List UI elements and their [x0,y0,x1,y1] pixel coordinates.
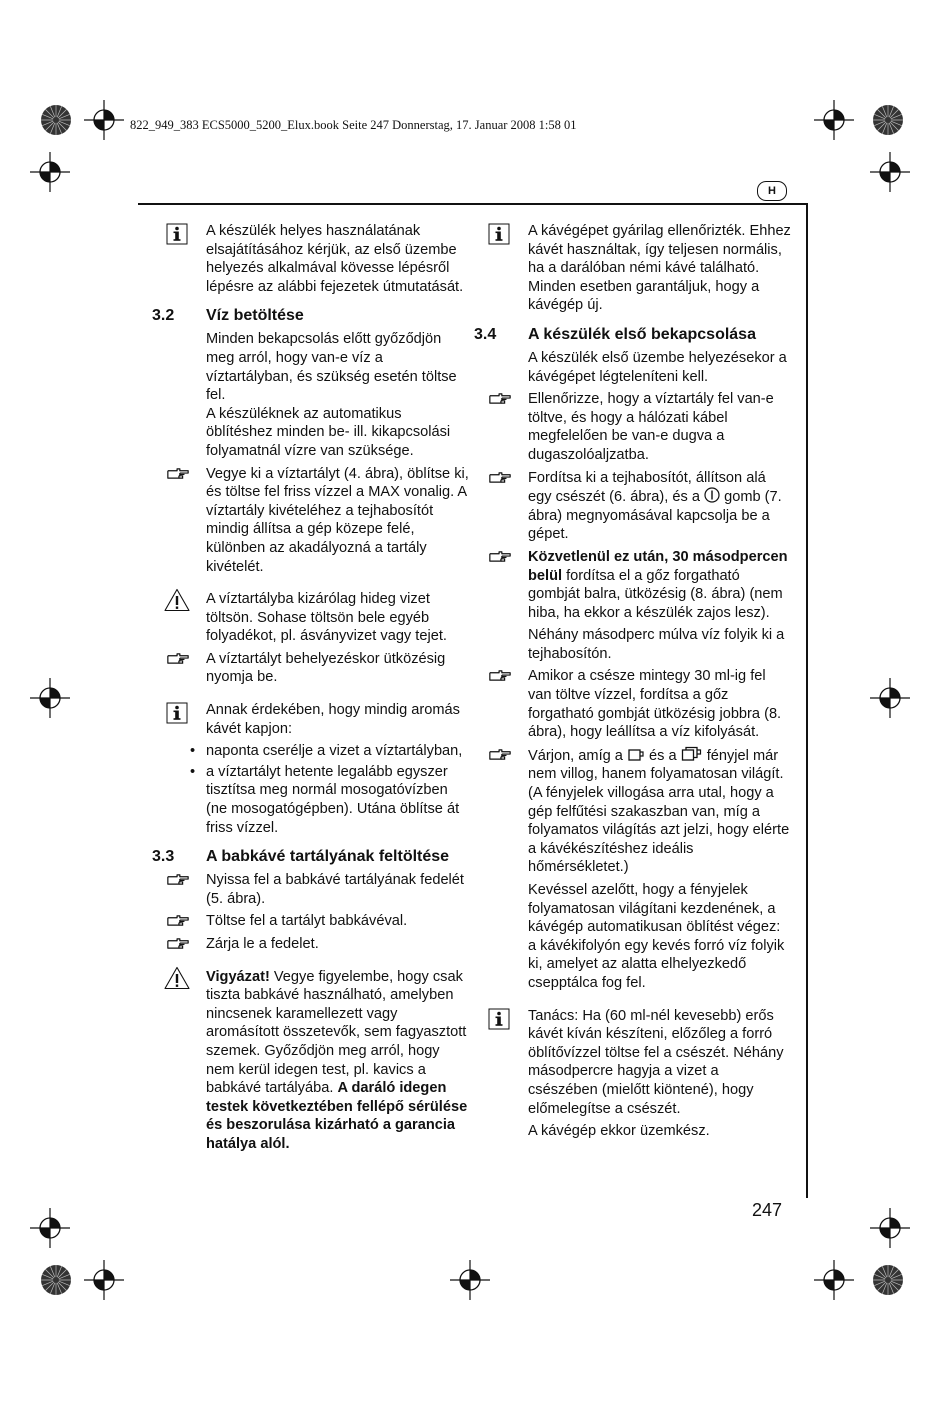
instruction-step: Zárja le a fedelet. [152,935,470,954]
info-note: A készülék helyes használatának elsajátításához kérjük, az első üzembe helyezés alkalmával kövesse lépésről lépésre az alábbi fejezetek útmutatását. [152,222,470,296]
instruction-step: Fordítsa ki a tejhabosítót, állítson alá egy csészét (6. ábra), és a gomb (7. ábra) megnyomásával kapcsolja be a gépet. [474,469,792,544]
single-cup-icon [627,748,645,762]
registration-mark-icon [870,678,910,718]
registration-mark-icon [84,1260,124,1300]
instruction-step: A víztartályt behelyezéskor ütközésig nyomja be. [152,650,470,687]
list-item: • a víztartályt hetente legalább egyszer tisztítsa meg normál mosogatóvízben (ne mosogatógépben). Utána öblítse át friss vízzel. [190,763,460,836]
instruction-step: Ellenőrizze, hogy a víztartály fel van-e töltve, és hogy a hálózati kábel megfelelően be van-e dugva a dugaszolóaljzatba. [474,390,792,464]
pointing-hand-icon [488,669,512,682]
registration-mark-icon [30,152,70,192]
info-note: Annak érdekében, hogy mindig aromás kávét kapjon: [152,701,470,738]
instruction-step: Közvetlenül ez után, 30 másodpercen belül fordítsa el a gőz forgatható gombját balra, ütközésig (8. ábra) (nem hiba, ha ekkor a készülék zajos lesz). Néhány másodperc múlva víz folyik ki a tejhabosítón. [474,548,792,664]
list-item: • naponta cserélje a vizet a víztartályban, [190,743,463,760]
star-target-icon [36,1260,76,1300]
info-icon [166,223,188,245]
registration-mark-icon [30,1208,70,1248]
section-text: A készülék első üzembe helyezésekor a kávégépet légteleníteni kell. [528,349,787,385]
right-column [474,222,792,1145]
pointing-hand-icon [488,392,512,405]
pointing-hand-icon [488,550,512,563]
pointing-hand-icon [488,471,512,484]
warning-note: Vigyázat! Vegye figyelembe, hogy csak tiszta babkávé használható, amelyben nincsenek karamellezett vagy aromásított összetevők, sem fagyasztott szemek. Győződjön meg arról, hogy nem kerül idegen test, pl. kavics a babkávé tartályába. A daráló idegen testek következtében fellépő sérülése és beszorulása kizárható a garancia hatálya alól. [152,968,470,1154]
section-heading-3-4: 3.4 A készülék első bekapcsolása [474,325,756,343]
section-text: Minden bekapcsolás előtt győződjön meg arról, hogy van-e víz a víztartályban, és szükség esetén töltse fel. A készüléknek az automatikus öblítéshez minden be- ill. kikapcsolási folyamatnál vízre van szüksége. [206,331,457,459]
warning-triangle-icon [164,966,190,990]
registration-mark-icon [814,1260,854,1300]
registration-mark-icon [30,678,70,718]
pointing-hand-icon [166,914,190,927]
info-note: A kávégépet gyárilag ellenőrizték. Ehhez kávét használtak, így teljesen normális, ha a darálóban némi kávé található. Minden esetben garantáljuk, hogy a kávégép új. [474,222,792,315]
info-icon [166,702,188,724]
section-heading-3-3: 3.3 A babkávé tartályának feltöltése [152,848,450,866]
power-button-icon [704,487,720,503]
instruction-step: Várjon, amíg a és a fényjel már nem villog, hanem folyamatosan világít. (A fényjelek villogása arra utal, hogy a gép felfűtési szakaszban van, míg a folyamatos világítás azt jelzi, hogy elérte a kávékészítéshez ideális hőmérsékletet.) Kevéssel azelőtt, hogy a fényjelek folyamatosan világítani kezdenének, a kávégép automatikusan öblítést végez: a kávékifolyón egy kevés forró víz folyik ki, amelyet az alatta elhelyezkedő csepptálca fog fel. [474,746,792,993]
warning-triangle-icon [164,588,190,612]
language-badge: H [757,181,787,201]
double-cup-icon [681,746,703,762]
instruction-step: Vegye ki a víztartályt (4. ábra), öblítse ki, és töltse fel friss vízzel a MAX vonalig. A víztartály kivételéhez a tejhabosítót mindig állítsa a gép közepe felé, különben az akadályozná a tartály kivételét. [152,465,470,577]
instruction-step: Nyissa fel a babkávé tartályának fedelét (5. ábra). [152,871,470,908]
instruction-step: Amikor a csésze mintegy 30 ml-ig fel van töltve vízzel, fordítsa a gőz forgatható gombját ütközésig jobbra (8. ábra), hogy leállítsa a víz kifolyását. [474,667,792,741]
star-target-icon [36,100,76,140]
top-rule [138,203,808,205]
pointing-hand-icon [166,467,190,480]
instruction-step: Töltse fel a tartályt babkávéval. [152,912,470,931]
registration-mark-icon [814,100,854,140]
warning-note: A víztartályba kizárólag hideg vizet töltsön. Sohase töltsön bele egyéb folyadékot, pl. ásványvizet vagy tejet. [152,590,470,646]
registration-mark-icon [84,100,124,140]
print-header: 822_949_383 ECS5000_5200_Elux.book Seite 247 Donnerstag, 17. Januar 2008 1:58 01 [130,118,577,132]
pointing-hand-icon [166,937,190,950]
info-icon [488,1008,510,1030]
info-note: Tanács: Ha (60 ml-nél kevesebb) erős kávét kíván készíteni, előzőleg a forró öblítővízzel töltse fel a csészét. Néhány másodpercre hagyja a vizet a csészében (mielőtt kiöntené), hogy előmelegítse a csészét. A kávégép ekkor üzemkész. [474,1007,792,1141]
pointing-hand-icon [488,748,512,761]
registration-mark-icon [870,152,910,192]
page-number: 247 [752,1200,783,1220]
star-target-icon [868,1260,908,1300]
pointing-hand-icon [166,652,190,665]
right-rule [806,203,808,1198]
star-target-icon [868,100,908,140]
left-column [152,222,470,1158]
pointing-hand-icon [166,873,190,886]
section-heading-3-2: 3.2 Víz betöltése [152,307,304,325]
info-icon [488,223,510,245]
registration-mark-icon [870,1208,910,1248]
registration-mark-icon [450,1260,490,1300]
